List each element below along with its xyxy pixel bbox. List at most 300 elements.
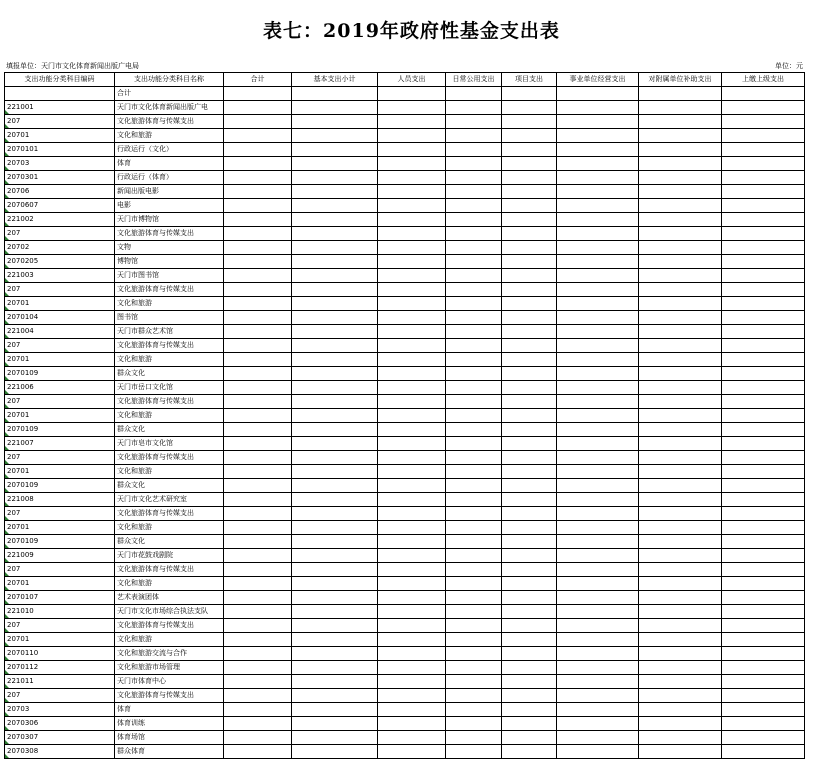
cell-marker-icon	[5, 390, 9, 394]
amount-cell	[557, 311, 639, 325]
amount-cell	[557, 619, 639, 633]
amount-cell	[292, 549, 378, 563]
amount-cell	[446, 465, 502, 479]
row-name: 体育训练	[115, 717, 224, 731]
amount-cell	[378, 353, 446, 367]
amount-cell	[224, 157, 292, 171]
amount-cell	[292, 255, 378, 269]
table-row	[5, 395, 805, 409]
amount-cell	[224, 479, 292, 493]
amount-cell	[292, 283, 378, 297]
row-name: 文化和旅游	[115, 129, 224, 143]
cell-marker-icon	[5, 236, 9, 240]
amount-cell	[557, 213, 639, 227]
amount-cell	[557, 605, 639, 619]
cell-marker-icon	[5, 754, 9, 758]
row-code-cell	[5, 745, 115, 759]
cell-marker-icon	[5, 530, 9, 534]
row-code-cell	[5, 507, 115, 521]
amount-cell	[639, 591, 722, 605]
amount-cell	[639, 255, 722, 269]
amount-cell	[446, 605, 502, 619]
row-code: 20701	[7, 299, 30, 307]
row-code: 207	[7, 117, 21, 125]
amount-cell	[224, 143, 292, 157]
amount-cell	[502, 549, 557, 563]
amount-cell	[502, 185, 557, 199]
amount-cell	[502, 143, 557, 157]
amount-cell	[639, 129, 722, 143]
amount-cell	[224, 185, 292, 199]
amount-cell	[292, 101, 378, 115]
table-row	[5, 409, 805, 423]
amount-cell	[502, 395, 557, 409]
table-row	[5, 213, 805, 227]
amount-cell	[378, 423, 446, 437]
amount-cell	[378, 269, 446, 283]
amount-cell	[639, 381, 722, 395]
row-code: 20703	[7, 705, 30, 713]
row-name: 文化旅游体育与传媒支出	[115, 283, 224, 297]
cell-marker-icon	[5, 614, 9, 618]
amount-cell	[378, 409, 446, 423]
cell-marker-icon	[5, 544, 9, 548]
amount-cell	[446, 577, 502, 591]
amount-cell	[224, 633, 292, 647]
amount-cell	[722, 115, 805, 129]
amount-cell	[722, 507, 805, 521]
cell-marker-icon	[5, 418, 9, 422]
amount-cell	[292, 437, 378, 451]
amount-cell	[378, 633, 446, 647]
amount-cell	[378, 535, 446, 549]
amount-cell	[639, 409, 722, 423]
amount-cell	[557, 367, 639, 381]
amount-cell	[502, 647, 557, 661]
row-code: 2070306	[7, 719, 39, 727]
amount-cell	[639, 535, 722, 549]
table-row	[5, 535, 805, 549]
table-row	[5, 227, 805, 241]
amount-cell	[722, 395, 805, 409]
amount-cell	[722, 437, 805, 451]
row-code-cell	[5, 619, 115, 633]
amount-cell	[224, 367, 292, 381]
row-name: 天门市图书馆	[115, 269, 224, 283]
table-row	[5, 255, 805, 269]
row-code: 221009	[7, 551, 34, 559]
amount-cell	[557, 101, 639, 115]
amount-cell	[722, 129, 805, 143]
amount-cell	[557, 339, 639, 353]
amount-cell	[224, 87, 292, 101]
cell-marker-icon	[5, 712, 9, 716]
row-name: 体育	[115, 703, 224, 717]
header-cell: 日常公用支出	[446, 73, 502, 87]
cell-marker-icon	[5, 250, 9, 254]
amount-cell	[446, 647, 502, 661]
cell-marker-icon	[5, 152, 9, 156]
row-name: 文化和旅游	[115, 353, 224, 367]
amount-cell	[722, 171, 805, 185]
amount-cell	[378, 185, 446, 199]
row-name: 文化和旅游交流与合作	[115, 647, 224, 661]
amount-cell	[292, 465, 378, 479]
row-code: 2070205	[7, 257, 39, 265]
amount-cell	[639, 157, 722, 171]
amount-cell	[502, 213, 557, 227]
amount-cell	[446, 423, 502, 437]
row-code-cell	[5, 731, 115, 745]
amount-cell	[557, 409, 639, 423]
amount-cell	[639, 465, 722, 479]
amount-cell	[639, 87, 722, 101]
amount-cell	[292, 311, 378, 325]
row-code-cell	[5, 423, 115, 437]
amount-cell	[378, 157, 446, 171]
row-name: 体育场馆	[115, 731, 224, 745]
cell-marker-icon	[5, 320, 9, 324]
amount-cell	[502, 451, 557, 465]
table-row	[5, 199, 805, 213]
row-code: 20701	[7, 131, 30, 139]
amount-cell	[639, 311, 722, 325]
amount-cell	[502, 171, 557, 185]
amount-cell	[292, 703, 378, 717]
cell-marker-icon	[5, 166, 9, 170]
row-code: 2070301	[7, 173, 39, 181]
cell-marker-icon	[5, 264, 9, 268]
amount-cell	[446, 507, 502, 521]
amount-cell	[378, 479, 446, 493]
amount-cell	[446, 563, 502, 577]
row-code-cell	[5, 633, 115, 647]
amount-cell	[722, 241, 805, 255]
cell-marker-icon	[5, 110, 9, 114]
amount-cell	[557, 535, 639, 549]
amount-cell	[557, 381, 639, 395]
header-cell: 上缴上级支出	[722, 73, 805, 87]
amount-cell	[224, 563, 292, 577]
amount-cell	[224, 731, 292, 745]
amount-cell	[292, 395, 378, 409]
amount-cell	[557, 87, 639, 101]
amount-cell	[292, 423, 378, 437]
row-code: 221007	[7, 439, 34, 447]
amount-cell	[292, 535, 378, 549]
amount-cell	[224, 241, 292, 255]
table-row	[5, 549, 805, 563]
amount-cell	[292, 493, 378, 507]
table-row	[5, 283, 805, 297]
cell-marker-icon	[5, 138, 9, 142]
amount-cell	[722, 87, 805, 101]
amount-cell	[502, 605, 557, 619]
table-row	[5, 353, 805, 367]
row-name: 天门市花鼓戏剧院	[115, 549, 224, 563]
row-code: 2070607	[7, 201, 39, 209]
amount-cell	[502, 689, 557, 703]
amount-cell	[378, 171, 446, 185]
row-code-cell	[5, 171, 115, 185]
amount-cell	[446, 143, 502, 157]
amount-cell	[292, 199, 378, 213]
amount-cell	[639, 171, 722, 185]
table-row	[5, 101, 805, 115]
amount-cell	[502, 409, 557, 423]
amount-cell	[378, 101, 446, 115]
amount-cell	[639, 227, 722, 241]
row-name: 群众文化	[115, 535, 224, 549]
row-code-cell	[5, 185, 115, 199]
amount-cell	[502, 591, 557, 605]
amount-cell	[639, 423, 722, 437]
row-code-cell	[5, 689, 115, 703]
row-code: 2070107	[7, 593, 39, 601]
row-code: 20701	[7, 635, 30, 643]
amount-cell	[502, 339, 557, 353]
table-row	[5, 647, 805, 661]
amount-cell	[502, 465, 557, 479]
row-code-cell	[5, 339, 115, 353]
amount-cell	[722, 731, 805, 745]
amount-cell	[502, 367, 557, 381]
amount-cell	[224, 507, 292, 521]
cell-marker-icon	[5, 600, 9, 604]
amount-cell	[502, 535, 557, 549]
table-row	[5, 661, 805, 675]
amount-cell	[378, 283, 446, 297]
row-code-cell	[5, 451, 115, 465]
row-code: 20701	[7, 467, 30, 475]
table-row	[5, 633, 805, 647]
row-code-cell	[5, 311, 115, 325]
amount-cell	[224, 493, 292, 507]
amount-cell	[378, 115, 446, 129]
amount-cell	[722, 619, 805, 633]
row-code-cell	[5, 647, 115, 661]
amount-cell	[722, 185, 805, 199]
amount-cell	[292, 479, 378, 493]
amount-cell	[722, 703, 805, 717]
cell-marker-icon	[5, 586, 9, 590]
amount-cell	[224, 129, 292, 143]
amount-cell	[224, 297, 292, 311]
amount-cell	[378, 339, 446, 353]
currency-unit: 单位：元	[775, 62, 803, 70]
amount-cell	[722, 325, 805, 339]
amount-cell	[557, 283, 639, 297]
amount-cell	[722, 577, 805, 591]
cell-marker-icon	[5, 684, 9, 688]
amount-cell	[292, 689, 378, 703]
amount-cell	[446, 283, 502, 297]
row-name: 群众文化	[115, 367, 224, 381]
table-row	[5, 171, 805, 185]
amount-cell	[639, 143, 722, 157]
amount-cell	[557, 689, 639, 703]
row-name: 文化和旅游	[115, 297, 224, 311]
amount-cell	[292, 325, 378, 339]
amount-cell	[639, 577, 722, 591]
amount-cell	[557, 745, 639, 759]
amount-cell	[722, 549, 805, 563]
amount-cell	[722, 675, 805, 689]
table-row	[5, 157, 805, 171]
header-cell: 人员支出	[378, 73, 446, 87]
amount-cell	[224, 437, 292, 451]
amount-cell	[639, 675, 722, 689]
cell-marker-icon	[5, 474, 9, 478]
amount-cell	[378, 689, 446, 703]
amount-cell	[292, 577, 378, 591]
amount-cell	[557, 521, 639, 535]
amount-cell	[292, 731, 378, 745]
amount-cell	[446, 213, 502, 227]
row-code-cell	[5, 535, 115, 549]
amount-cell	[557, 493, 639, 507]
amount-cell	[639, 115, 722, 129]
row-name: 文化和旅游	[115, 465, 224, 479]
row-code-cell	[5, 213, 115, 227]
amount-cell	[378, 241, 446, 255]
amount-cell	[722, 213, 805, 227]
header-cell: 支出功能分类科目编码	[5, 73, 115, 87]
amount-cell	[639, 563, 722, 577]
amount-cell	[502, 675, 557, 689]
row-code: 207	[7, 453, 21, 461]
row-code: 20701	[7, 523, 30, 531]
amount-cell	[224, 605, 292, 619]
row-name: 天门市博物馆	[115, 213, 224, 227]
row-name: 文化旅游体育与传媒支出	[115, 507, 224, 521]
amount-cell	[224, 703, 292, 717]
amount-cell	[639, 647, 722, 661]
header-cell: 事业单位经营支出	[557, 73, 639, 87]
amount-cell	[502, 563, 557, 577]
row-name: 群众文化	[115, 423, 224, 437]
table-row	[5, 675, 805, 689]
amount-cell	[446, 731, 502, 745]
row-code: 20706	[7, 187, 30, 195]
amount-cell	[639, 101, 722, 115]
amount-cell	[639, 199, 722, 213]
amount-cell	[224, 535, 292, 549]
table-row	[5, 731, 805, 745]
cell-marker-icon	[5, 446, 9, 450]
amount-cell	[224, 745, 292, 759]
row-name: 文化和旅游市场管理	[115, 661, 224, 675]
amount-cell	[639, 339, 722, 353]
amount-cell	[722, 101, 805, 115]
page-title: 表七：2019年政府性基金支出表	[263, 20, 560, 42]
amount-cell	[446, 297, 502, 311]
row-name: 文化和旅游	[115, 521, 224, 535]
amount-cell	[292, 115, 378, 129]
amount-cell	[378, 255, 446, 269]
amount-cell	[639, 185, 722, 199]
amount-cell	[639, 241, 722, 255]
expenditure-table	[4, 72, 805, 759]
row-name: 文化旅游体育与传媒支出	[115, 563, 224, 577]
amount-cell	[446, 199, 502, 213]
amount-cell	[557, 661, 639, 675]
amount-cell	[224, 409, 292, 423]
amount-cell	[557, 507, 639, 521]
row-code: 2070109	[7, 537, 39, 545]
row-code-cell	[5, 465, 115, 479]
amount-cell	[557, 731, 639, 745]
row-code-cell	[5, 227, 115, 241]
amount-cell	[292, 171, 378, 185]
amount-cell	[224, 283, 292, 297]
amount-cell	[557, 563, 639, 577]
row-code-cell	[5, 563, 115, 577]
amount-cell	[224, 227, 292, 241]
amount-cell	[557, 297, 639, 311]
row-name: 群众文化	[115, 479, 224, 493]
table-header-row	[5, 73, 805, 87]
amount-cell	[639, 703, 722, 717]
amount-cell	[557, 703, 639, 717]
amount-cell	[446, 493, 502, 507]
table-row	[5, 297, 805, 311]
amount-cell	[446, 115, 502, 129]
amount-cell	[446, 521, 502, 535]
amount-cell	[446, 745, 502, 759]
amount-cell	[722, 409, 805, 423]
amount-cell	[502, 577, 557, 591]
amount-cell	[502, 227, 557, 241]
amount-cell	[292, 129, 378, 143]
amount-cell	[224, 577, 292, 591]
amount-cell	[557, 199, 639, 213]
cell-marker-icon	[5, 628, 9, 632]
amount-cell	[378, 87, 446, 101]
amount-cell	[292, 563, 378, 577]
amount-cell	[502, 731, 557, 745]
row-name: 文物	[115, 241, 224, 255]
header-cell: 基本支出小计	[292, 73, 378, 87]
amount-cell	[378, 493, 446, 507]
row-name: 天门市岳口文化馆	[115, 381, 224, 395]
amount-cell	[292, 353, 378, 367]
amount-cell	[292, 521, 378, 535]
row-code-cell	[5, 395, 115, 409]
row-code-cell	[5, 87, 115, 101]
amount-cell	[446, 535, 502, 549]
amount-cell	[446, 311, 502, 325]
amount-cell	[639, 213, 722, 227]
cell-marker-icon	[5, 460, 9, 464]
amount-cell	[378, 591, 446, 605]
cell-marker-icon	[5, 642, 9, 646]
row-code: 2070109	[7, 425, 39, 433]
cell-marker-icon	[5, 194, 9, 198]
amount-cell	[722, 689, 805, 703]
cell-marker-icon	[5, 362, 9, 366]
amount-cell	[446, 591, 502, 605]
amount-cell	[722, 745, 805, 759]
row-code-cell	[5, 297, 115, 311]
amount-cell	[502, 87, 557, 101]
amount-cell	[722, 283, 805, 297]
cell-marker-icon	[5, 516, 9, 520]
amount-cell	[502, 745, 557, 759]
amount-cell	[557, 591, 639, 605]
amount-cell	[722, 591, 805, 605]
amount-cell	[292, 185, 378, 199]
